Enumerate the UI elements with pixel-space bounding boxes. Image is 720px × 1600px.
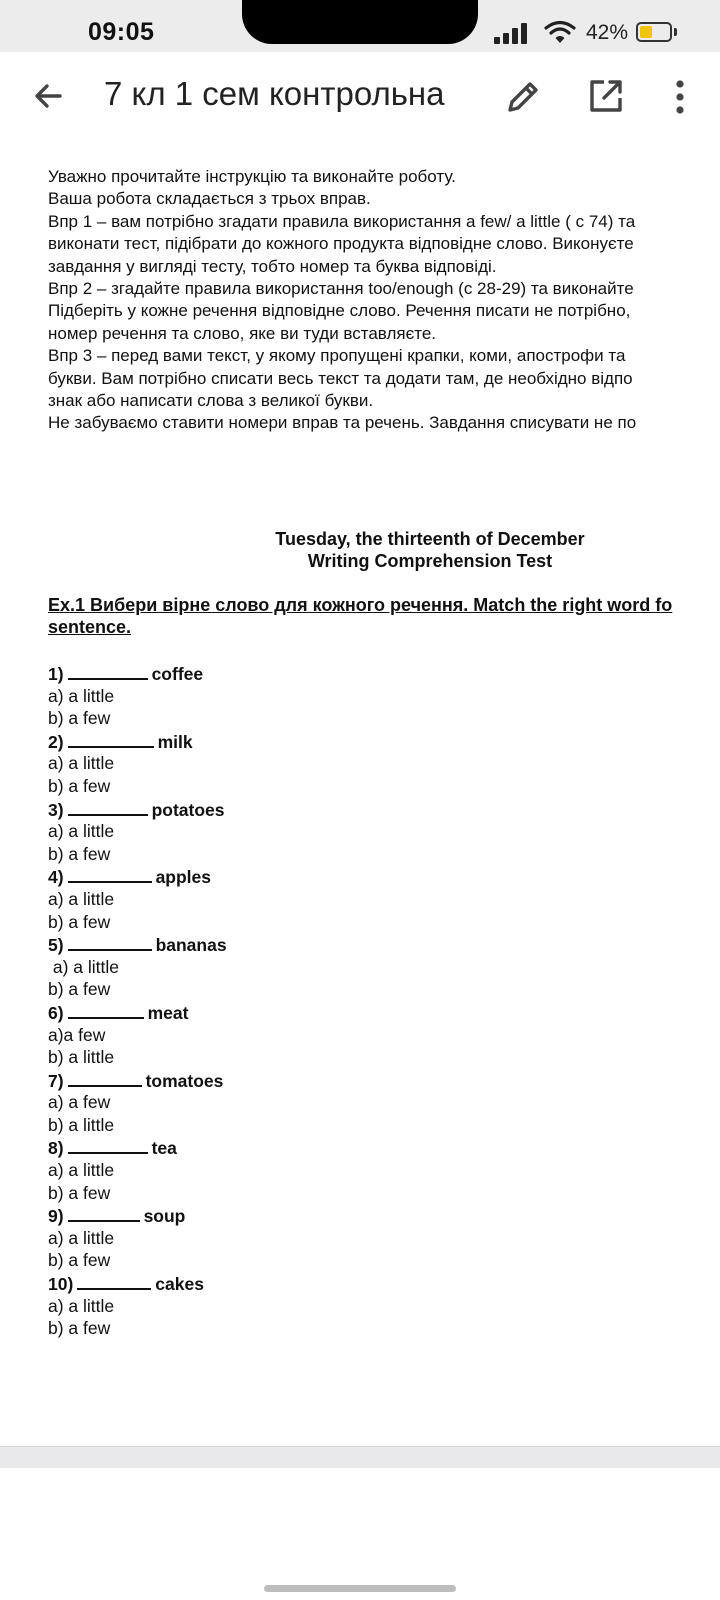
answer-option-b: b) a few	[48, 843, 111, 864]
question-word: apples	[155, 867, 212, 888]
answer-option-a: a) a few	[48, 1092, 111, 1113]
back-arrow-icon[interactable]	[28, 76, 68, 116]
question-number: 9)	[48, 1206, 64, 1227]
question-line	[48, 798, 227, 821]
test-heading	[0, 528, 720, 572]
battery-cap	[674, 28, 677, 36]
answer-option-a: a) a little	[48, 956, 119, 977]
question-number: 1)	[48, 664, 64, 684]
instruction-line: Впр 3 – перед вами текст, у якому пропущені крапки, коми, апострофи та	[48, 346, 626, 366]
instruction-line: завдання у вигляді тесту, тобто номер та буква відповіді.	[48, 256, 497, 276]
answer-blank	[77, 1272, 151, 1290]
document-title: 7 кл 1 сем контрольна	[104, 75, 445, 112]
answer-option-a: a)a few	[48, 1024, 106, 1045]
answer-option-a: a) a little	[48, 753, 115, 774]
question-word: coffee	[151, 664, 204, 684]
answer-blank	[68, 662, 148, 680]
page-separator	[0, 1446, 720, 1469]
bottom-blank-area	[0, 1468, 720, 1600]
answer-option-b: b) a few	[48, 1250, 111, 1271]
more-vertical-icon[interactable]	[664, 76, 696, 118]
question-line	[48, 1136, 227, 1159]
answer-option-a: a) a little	[48, 1295, 115, 1316]
question-line	[48, 1001, 227, 1024]
exercise-title-line: Ex.1 Вибери вірне слово для кожного речення. Match the right word fo	[48, 595, 673, 615]
question-list	[48, 662, 227, 1340]
question-word: tea	[151, 1138, 177, 1159]
answer-blank	[68, 1204, 140, 1222]
question-word: tomatoes	[145, 1070, 224, 1091]
home-indicator[interactable]	[264, 1585, 456, 1592]
status-bar	[0, 0, 720, 52]
status-icons	[494, 20, 704, 46]
test-date: Tuesday, the thirteenth of December	[275, 529, 585, 549]
instruction-line: Не забуваємо ставити номери вправ та речень. Завдання списувати не по	[48, 413, 637, 433]
answer-blank	[68, 1001, 144, 1019]
status-time: 09:05	[88, 18, 155, 46]
answer-option-b: b) a few	[48, 1182, 111, 1203]
instruction-line: Підберіть у кожне речення відповідне слово. Речення писати не потрібно,	[48, 301, 631, 321]
question-line	[48, 1069, 227, 1092]
question-line	[48, 662, 227, 685]
instruction-line: знак або написати слова з великої букви.	[48, 390, 374, 410]
answer-option-b: b) a few	[48, 979, 111, 1000]
answer-option-b: b) a few	[48, 775, 111, 796]
answer-option-b: b) a few	[48, 911, 111, 932]
instruction-line: Впр 2 – згадайте правила використання too/enough (с 28-29) та виконайте	[48, 278, 634, 298]
question-number: 5)	[48, 935, 64, 956]
question-number: 7)	[48, 1070, 64, 1091]
answer-option-a: a) a little	[48, 685, 115, 706]
answer-option-b: b) a little	[48, 1114, 115, 1135]
question-line	[48, 730, 227, 753]
battery-icon	[636, 22, 672, 42]
wifi-icon	[544, 20, 576, 44]
answer-blank	[68, 865, 152, 883]
instruction-line: Ваша робота складається з трьох вправ.	[48, 189, 371, 209]
question-line	[48, 865, 227, 888]
question-number: 8)	[48, 1138, 64, 1159]
question-line	[48, 1204, 227, 1227]
answer-option-b: b) a few	[48, 1318, 111, 1339]
answer-blank	[68, 1069, 142, 1087]
question-number: 10)	[48, 1274, 74, 1295]
question-word: soup	[143, 1206, 186, 1227]
question-word: potatoes	[151, 799, 225, 820]
answer-blank	[68, 730, 154, 748]
open-external-icon[interactable]	[586, 76, 626, 116]
document-page[interactable]	[0, 142, 720, 1446]
question-word: cakes	[155, 1274, 204, 1295]
test-name: Writing Comprehension Test	[307, 551, 553, 571]
answer-blank	[68, 933, 152, 951]
question-number: 4)	[48, 867, 64, 888]
answer-option-b: b) a few	[48, 708, 111, 729]
instruction-line: номер речення та слово, яке ви туди вставляєте.	[48, 323, 437, 343]
answer-option-b: b) a little	[48, 1047, 115, 1068]
question-number: 3)	[48, 799, 64, 820]
battery-percent: 42%	[586, 21, 629, 44]
answer-option-a: a) a little	[48, 1160, 115, 1181]
instruction-line: Уважно прочитайте інструкцію та виконайте роботу.	[48, 167, 456, 186]
question-word: meat	[147, 1002, 189, 1023]
answer-blank	[68, 1136, 148, 1154]
instruction-line: виконати тест, підібрати до кожного продукта відповідне слово. Виконуєте	[48, 234, 634, 254]
pencil-icon[interactable]	[502, 76, 544, 118]
instruction-line: Впр 1 – вам потрібно згадати правила використання a few/ a little ( с 74) та	[48, 211, 636, 231]
question-number: 2)	[48, 731, 64, 752]
question-line	[48, 933, 227, 956]
exercise-title	[48, 594, 720, 638]
cellular-signal-icon	[494, 22, 534, 44]
question-word: bananas	[155, 935, 227, 956]
exercise-title-line: sentence.	[48, 617, 132, 637]
question-word: milk	[157, 731, 193, 752]
instruction-line: букви. Вам потрібно списати весь текст та додати там, де необхідно відпо	[48, 368, 633, 388]
question-number: 6)	[48, 1002, 64, 1023]
answer-option-a: a) a little	[48, 888, 115, 909]
answer-option-a: a) a little	[48, 821, 115, 842]
answer-blank	[68, 798, 148, 816]
instructions-block	[48, 166, 720, 435]
question-line	[48, 1272, 227, 1295]
answer-option-a: a) a little	[48, 1227, 115, 1248]
camera-notch	[242, 0, 478, 44]
app-bar	[0, 52, 720, 143]
battery-level-fill	[640, 26, 652, 38]
